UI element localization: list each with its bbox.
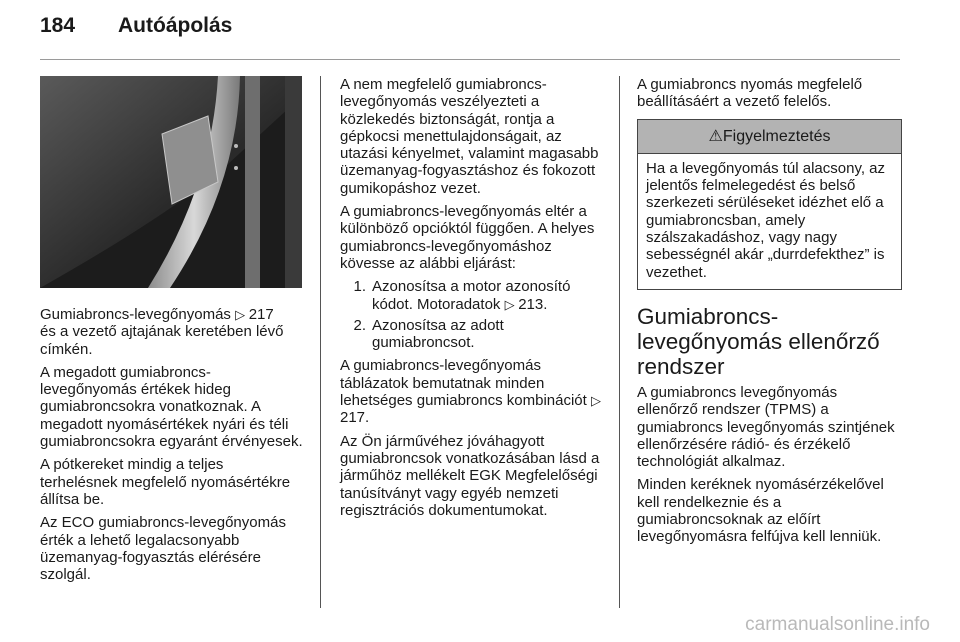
paragraph: A gumiabroncs nyomás megfelelő beállításáért a vezető felelős. bbox=[637, 76, 863, 111]
paragraph: Gumiabroncs-levegőnyomás ▷ 217 és a vezető ajtajának keretében lévő címkén. bbox=[40, 306, 284, 358]
paragraph: A gumiabroncs-levegőnyomás táblázatok bemutatnak minden lehetséges gumiabroncs kombinációt ▷ 217. bbox=[340, 357, 601, 427]
column-divider bbox=[619, 76, 620, 608]
warning-triangle-icon: ⚠ bbox=[708, 127, 723, 145]
page-header bbox=[40, 14, 232, 44]
list-item: 2. Azonosítsa az adott gumiabroncsot. bbox=[353, 316, 504, 352]
ref-arrow-icon: ▷ bbox=[504, 296, 519, 312]
column-1 bbox=[40, 76, 305, 589]
ref-arrow-icon: ▷ bbox=[235, 307, 249, 322]
paragraph: Az ECO gumiabroncs-levegőnyomás érték a lehető legalacsonyabb üzemanyag-fogyasztás elérésére szolgál. bbox=[40, 514, 286, 584]
warning-box bbox=[637, 119, 902, 290]
page-title: Autóápolás bbox=[118, 14, 233, 37]
column-3 bbox=[637, 76, 902, 552]
page-number: 184 bbox=[40, 14, 76, 37]
paragraph: A pótkereket mindig a teljes terhelésnek megfelelő nyomásértékre állítsa be. bbox=[40, 456, 291, 508]
header-rule bbox=[40, 59, 900, 60]
paragraph: A gumiabroncs levegőnyomás ellenőrző rendszer (TPMS) a gumiabroncs levegőnyomás szintjének ellenőrzésére rádió- és érzékelő technológiát alkalmaz. bbox=[637, 383, 895, 471]
door-frame-label-photo bbox=[40, 76, 302, 288]
paragraph: A nem megfelelő gumiabroncs-levegőnyomás veszélyezteti a közlekedés biztonságát, rontja a gépkocsi menettulajdonságait, az utazási kényelmet, valamint magasabb üzemanyag-fogyasztáshoz és fokozott gumikopáshoz vezet. bbox=[340, 76, 599, 197]
list-item: 1. Azonosítsa a motor azonosító kódot. Motoradatok ▷ 213. bbox=[353, 278, 571, 313]
paragraph: Minden keréknek nyomásérzékelővel kell rendelkeznie és a gumiabroncsoknak az előírt levegőnyomásra felfújva kell lenniük. bbox=[637, 476, 884, 546]
warning-header: ⚠Figyelmeztetés bbox=[638, 120, 901, 154]
section-title: Gumiabroncs-levegőnyomás ellenőrző rendszer bbox=[637, 303, 880, 379]
door-frame-illustration bbox=[40, 76, 302, 288]
warning-text: Ha a levegőnyomás túl alacsony, az jelentős felmelegedést és belső szerkezeti sérüléseket idézhet elő a gumiabroncsban, amely szálszakadáshoz, vagy nagy sebességnél akár „durrdefekthez” is vezethet. bbox=[646, 159, 886, 281]
paragraph: A megadott gumiabroncs-levegőnyomás értékek hideg gumiabroncsokra vonatkoznak. A megadott nyomásértékek nyári és téli gumiabroncsokra egyaránt érvényesek. bbox=[40, 363, 303, 451]
watermark: carmanualsonline.info bbox=[745, 614, 930, 635]
paragraph: Az Ön járművéhez jóváhagyott gumiabroncsok vonatkozásában lásd a járműhöz mellékelt EGK Megfelelőségi tanúsítványt vagy egyéb nemzeti regisztrációs dokumentumokat. bbox=[340, 432, 600, 519]
ref-arrow-icon: ▷ bbox=[590, 393, 601, 409]
paragraph: A gumiabroncs-levegőnyomás eltér a különböző opcióktól függően. A helyes gumiabroncs-levegőnyomáshoz kövesse az alábbi eljárást: bbox=[340, 203, 595, 272]
column-divider bbox=[320, 76, 321, 608]
procedure-list bbox=[340, 278, 602, 351]
column-2 bbox=[340, 76, 602, 525]
